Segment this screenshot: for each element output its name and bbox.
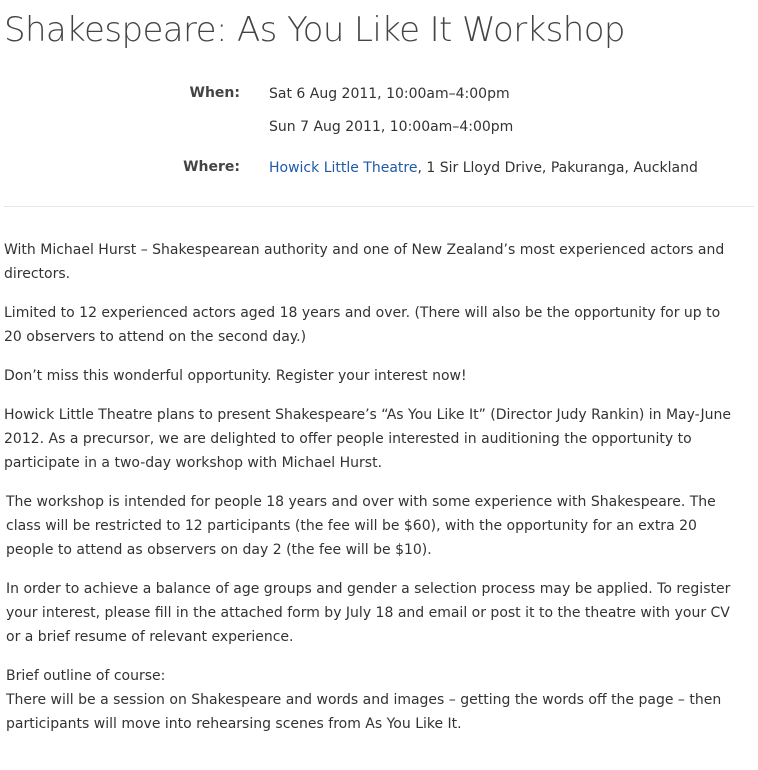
where-label: Where: [183,159,240,175]
limit-paragraph: Limited to 12 experienced actors aged 18 years and over. (There will also be the opportunity for up to 20 observers to attend on the second day.) [4,305,721,345]
course-outline-paragraph [4,664,739,736]
venue-link[interactable]: Howick Little Theatre [269,160,418,176]
production-paragraph: Howick Little Theatre plans to present Shakespeare’s “As You Like It” (Director Judy Rankin) in May-June 2012. As a precursor, we are delighted to offer people interested in auditioning the opportunity to participate in a two-day workshop with Michael Hurst. [4,407,731,471]
event-date-1: Sat 6 Aug 2011, 10:00am–4:00pm [269,86,510,102]
event-description [4,238,739,751]
outline-heading: Brief outline of course: [6,668,166,684]
section-divider [4,206,754,207]
when-label: When: [189,85,240,101]
outline-text: There will be a session on Shakespeare and words and images – getting the words off the page – then participants will move into rehearsing scenes from As You Like It. [6,692,722,732]
intro-paragraph: With Michael Hurst – Shakespearean authority and one of New Zealand’s most experienced actors and directors. [4,242,725,282]
venue-address: , 1 Sir Lloyd Drive, Pakuranga, Auckland [417,160,698,176]
page-title: Shakespeare: As You Like It Workshop [4,10,625,50]
event-location [269,158,698,178]
register-paragraph: Don’t miss this wonderful opportunity. Register your interest now! [4,368,467,384]
event-date-2: Sun 7 Aug 2011, 10:00am–4:00pm [269,119,514,135]
selection-paragraph: In order to achieve a balance of age groups and gender a selection process may be applied. To register your interest, please fill in the attached form by July 18 and email or post it to the theatre with your CV or a brief resume of relevant experience. [6,581,731,645]
workshop-paragraph: The workshop is intended for people 18 years and over with some experience with Shakespeare. The class will be restricted to 12 participants (the fee will be $60), with the opportunity for an extra 20 people to attend as observers on day 2 (the fee will be $10). [6,494,716,558]
